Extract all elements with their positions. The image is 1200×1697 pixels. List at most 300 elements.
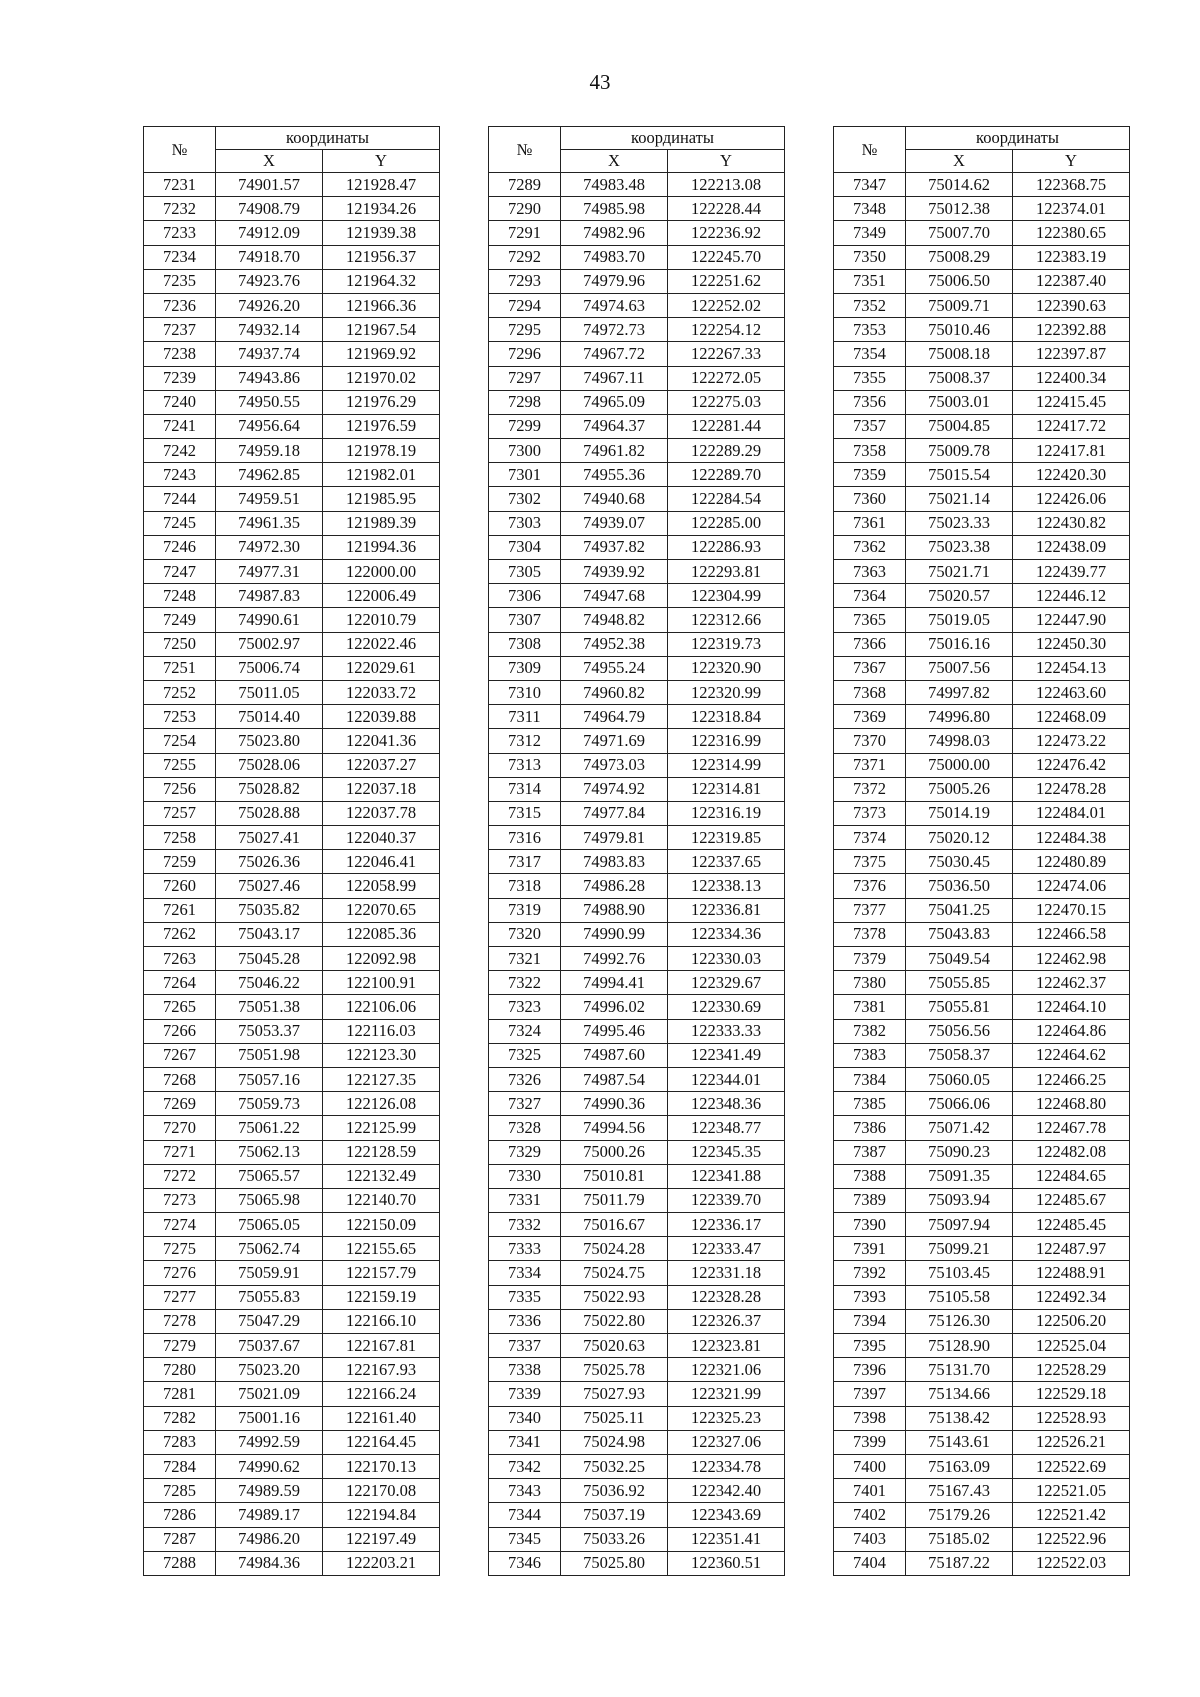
x-coordinate-cell: 75020.57	[906, 584, 1013, 608]
y-coordinate-cell: 122387.40	[1013, 269, 1130, 293]
x-coordinate-cell: 74990.99	[561, 922, 668, 946]
table-row	[489, 922, 785, 946]
point-number-cell: 7398	[834, 1406, 906, 1430]
x-coordinate-cell: 74961.35	[216, 511, 323, 535]
point-number-cell: 7255	[144, 753, 216, 777]
point-number-cell: 7232	[144, 197, 216, 221]
x-coordinate-cell: 75049.54	[906, 947, 1013, 971]
point-number-cell: 7246	[144, 535, 216, 559]
table-row	[834, 995, 1130, 1019]
y-coordinate-cell: 122140.70	[323, 1188, 440, 1212]
x-coordinate-cell: 75002.97	[216, 632, 323, 656]
table-row	[834, 1551, 1130, 1575]
y-coordinate-cell: 122484.38	[1013, 826, 1130, 850]
point-number-cell: 7295	[489, 318, 561, 342]
y-coordinate-cell: 122167.93	[323, 1358, 440, 1382]
table-row	[834, 1285, 1130, 1309]
y-coordinate-cell: 122236.92	[668, 221, 785, 245]
x-coordinate-cell: 75062.13	[216, 1140, 323, 1164]
x-coordinate-cell: 74989.17	[216, 1503, 323, 1527]
x-coordinate-cell: 75163.09	[906, 1454, 1013, 1478]
point-number-cell: 7377	[834, 898, 906, 922]
x-coordinate-cell: 75006.50	[906, 269, 1013, 293]
x-coordinate-cell: 74974.63	[561, 293, 668, 317]
y-coordinate-cell: 122484.01	[1013, 801, 1130, 825]
table-row	[489, 608, 785, 632]
x-coordinate-cell: 75097.94	[906, 1213, 1013, 1237]
point-number-cell: 7297	[489, 366, 561, 390]
x-coordinate-cell: 75020.12	[906, 826, 1013, 850]
table-row	[834, 1309, 1130, 1333]
x-coordinate-cell: 75090.23	[906, 1140, 1013, 1164]
y-coordinate-cell: 121966.36	[323, 293, 440, 317]
table-row	[834, 318, 1130, 342]
point-number-cell: 7330	[489, 1164, 561, 1188]
x-coordinate-cell: 74964.37	[561, 414, 668, 438]
point-number-cell: 7349	[834, 221, 906, 245]
point-number-cell: 7306	[489, 584, 561, 608]
y-coordinate-cell: 122116.03	[323, 1019, 440, 1043]
y-coordinate-cell: 122318.84	[668, 705, 785, 729]
y-coordinate-cell: 122462.98	[1013, 947, 1130, 971]
point-number-cell: 7397	[834, 1382, 906, 1406]
x-coordinate-cell: 75023.20	[216, 1358, 323, 1382]
x-coordinate-cell: 75036.92	[561, 1479, 668, 1503]
point-number-cell: 7244	[144, 487, 216, 511]
table-row	[834, 898, 1130, 922]
y-coordinate-cell: 122368.75	[1013, 173, 1130, 197]
y-coordinate-cell: 122522.69	[1013, 1454, 1130, 1478]
table-row	[489, 1334, 785, 1358]
table-row	[144, 1382, 440, 1406]
point-number-cell: 7303	[489, 511, 561, 535]
y-coordinate-cell: 122289.29	[668, 439, 785, 463]
table-row	[144, 850, 440, 874]
y-coordinate-cell: 122439.77	[1013, 560, 1130, 584]
table-row	[834, 1140, 1130, 1164]
point-number-cell: 7302	[489, 487, 561, 511]
point-number-cell: 7293	[489, 269, 561, 293]
point-number-cell: 7335	[489, 1285, 561, 1309]
y-coordinate-cell: 122132.49	[323, 1164, 440, 1188]
point-number-cell: 7300	[489, 439, 561, 463]
y-coordinate-cell: 122345.35	[668, 1140, 785, 1164]
y-coordinate-cell: 122480.89	[1013, 850, 1130, 874]
y-coordinate-cell: 122467.78	[1013, 1116, 1130, 1140]
x-coordinate-cell: 74983.70	[561, 245, 668, 269]
x-coordinate-cell: 75043.17	[216, 922, 323, 946]
table-row	[489, 269, 785, 293]
point-number-cell: 7382	[834, 1019, 906, 1043]
point-number-cell: 7287	[144, 1527, 216, 1551]
y-coordinate-cell: 122482.08	[1013, 1140, 1130, 1164]
table-row	[144, 826, 440, 850]
point-number-cell: 7312	[489, 729, 561, 753]
y-coordinate-cell: 122360.51	[668, 1551, 785, 1575]
x-coordinate-cell: 75041.25	[906, 898, 1013, 922]
table-row	[489, 390, 785, 414]
table-row	[834, 1116, 1130, 1140]
table-row	[834, 1382, 1130, 1406]
y-coordinate-cell: 121976.29	[323, 390, 440, 414]
x-coordinate-cell: 74996.02	[561, 995, 668, 1019]
x-coordinate-cell: 74992.76	[561, 947, 668, 971]
y-coordinate-cell: 122197.49	[323, 1527, 440, 1551]
table-body	[144, 173, 440, 1576]
y-coordinate-cell: 121964.32	[323, 269, 440, 293]
y-coordinate-cell: 122254.12	[668, 318, 785, 342]
x-coordinate-cell: 74998.03	[906, 729, 1013, 753]
y-coordinate-cell: 122316.99	[668, 729, 785, 753]
x-coordinate-cell: 75043.83	[906, 922, 1013, 946]
y-coordinate-cell: 122526.21	[1013, 1430, 1130, 1454]
table-row	[489, 1019, 785, 1043]
table-row	[834, 1527, 1130, 1551]
y-coordinate-cell: 122466.25	[1013, 1067, 1130, 1091]
x-coordinate-cell: 74937.82	[561, 535, 668, 559]
table-row	[489, 1188, 785, 1212]
x-coordinate-cell: 74950.55	[216, 390, 323, 414]
y-coordinate-cell: 122522.96	[1013, 1527, 1130, 1551]
y-coordinate-cell: 122400.34	[1013, 366, 1130, 390]
x-coordinate-cell: 75021.71	[906, 560, 1013, 584]
table-row	[489, 1116, 785, 1140]
y-coordinate-cell: 122334.78	[668, 1454, 785, 1478]
point-number-cell: 7401	[834, 1479, 906, 1503]
table-row	[834, 245, 1130, 269]
table-row	[489, 1092, 785, 1116]
point-number-cell: 7262	[144, 922, 216, 946]
y-coordinate-cell: 122321.06	[668, 1358, 785, 1382]
point-number-cell: 7388	[834, 1164, 906, 1188]
table-row	[489, 1503, 785, 1527]
y-coordinate-cell: 122528.93	[1013, 1406, 1130, 1430]
table-row	[144, 1430, 440, 1454]
x-coordinate-cell: 75053.37	[216, 1019, 323, 1043]
x-coordinate-cell: 74995.46	[561, 1019, 668, 1043]
y-coordinate-cell: 122468.09	[1013, 705, 1130, 729]
point-number-cell: 7274	[144, 1213, 216, 1237]
point-number-cell: 7269	[144, 1092, 216, 1116]
table-row	[144, 1551, 440, 1575]
table-row	[834, 1043, 1130, 1067]
y-coordinate-cell: 122320.90	[668, 656, 785, 680]
x-coordinate-cell: 75008.18	[906, 342, 1013, 366]
y-coordinate-cell: 122468.80	[1013, 1092, 1130, 1116]
point-number-cell: 7345	[489, 1527, 561, 1551]
table-row	[144, 656, 440, 680]
y-coordinate-cell: 121967.54	[323, 318, 440, 342]
y-coordinate-cell: 122484.65	[1013, 1164, 1130, 1188]
x-coordinate-cell: 75016.16	[906, 632, 1013, 656]
table-row	[834, 777, 1130, 801]
point-number-cell: 7251	[144, 656, 216, 680]
y-coordinate-cell: 122046.41	[323, 850, 440, 874]
point-number-cell: 7235	[144, 269, 216, 293]
x-coordinate-cell: 75024.75	[561, 1261, 668, 1285]
table-row	[144, 439, 440, 463]
point-number-cell: 7237	[144, 318, 216, 342]
y-coordinate-cell: 122476.42	[1013, 753, 1130, 777]
x-coordinate-cell: 75015.54	[906, 463, 1013, 487]
table-row	[489, 487, 785, 511]
table-row	[144, 1406, 440, 1430]
point-number-cell: 7309	[489, 656, 561, 680]
y-coordinate-cell: 122333.33	[668, 1019, 785, 1043]
table-row	[834, 584, 1130, 608]
y-coordinate-cell: 122338.13	[668, 874, 785, 898]
table-row	[489, 777, 785, 801]
x-coordinate-cell: 75143.61	[906, 1430, 1013, 1454]
y-coordinate-cell: 122267.33	[668, 342, 785, 366]
x-coordinate-cell: 74960.82	[561, 680, 668, 704]
point-number-cell: 7323	[489, 995, 561, 1019]
x-coordinate-cell: 74992.59	[216, 1430, 323, 1454]
y-coordinate-cell: 122380.65	[1013, 221, 1130, 245]
y-coordinate-cell: 122344.01	[668, 1067, 785, 1091]
x-coordinate-cell: 74985.98	[561, 197, 668, 221]
x-coordinate-cell: 75056.56	[906, 1019, 1013, 1043]
x-coordinate-cell: 75026.36	[216, 850, 323, 874]
y-coordinate-cell: 122006.49	[323, 584, 440, 608]
y-coordinate-cell: 122383.19	[1013, 245, 1130, 269]
x-coordinate-cell: 74939.07	[561, 511, 668, 535]
y-coordinate-cell: 122426.06	[1013, 487, 1130, 511]
table-row	[144, 197, 440, 221]
point-number-cell: 7383	[834, 1043, 906, 1067]
y-coordinate-cell: 122463.60	[1013, 680, 1130, 704]
point-number-cell: 7384	[834, 1067, 906, 1091]
y-coordinate-cell: 122321.99	[668, 1382, 785, 1406]
table-row	[834, 850, 1130, 874]
x-coordinate-cell: 75071.42	[906, 1116, 1013, 1140]
point-number-cell: 7346	[489, 1551, 561, 1575]
x-coordinate-cell: 75025.78	[561, 1358, 668, 1382]
table-row	[144, 1067, 440, 1091]
table-row	[834, 801, 1130, 825]
point-number-cell: 7344	[489, 1503, 561, 1527]
y-coordinate-cell: 122415.45	[1013, 390, 1130, 414]
table-row	[144, 366, 440, 390]
x-coordinate-cell: 75011.79	[561, 1188, 668, 1212]
header-x: X	[906, 150, 1013, 173]
point-number-cell: 7370	[834, 729, 906, 753]
x-coordinate-cell: 75037.67	[216, 1334, 323, 1358]
y-coordinate-cell: 122164.45	[323, 1430, 440, 1454]
y-coordinate-cell: 122314.99	[668, 753, 785, 777]
y-coordinate-cell: 122485.45	[1013, 1213, 1130, 1237]
y-coordinate-cell: 122033.72	[323, 680, 440, 704]
x-coordinate-cell: 75020.63	[561, 1334, 668, 1358]
table-row	[144, 1261, 440, 1285]
x-coordinate-cell: 75066.06	[906, 1092, 1013, 1116]
y-coordinate-cell: 122312.66	[668, 608, 785, 632]
table-row	[144, 1043, 440, 1067]
table-row	[489, 1454, 785, 1478]
x-coordinate-cell: 74901.57	[216, 173, 323, 197]
x-coordinate-cell: 74959.51	[216, 487, 323, 511]
y-coordinate-cell: 121985.95	[323, 487, 440, 511]
y-coordinate-cell: 122529.18	[1013, 1382, 1130, 1406]
point-number-cell: 7387	[834, 1140, 906, 1164]
point-number-cell: 7334	[489, 1261, 561, 1285]
point-number-cell: 7393	[834, 1285, 906, 1309]
x-coordinate-cell: 75032.25	[561, 1454, 668, 1478]
point-number-cell: 7252	[144, 680, 216, 704]
point-number-cell: 7267	[144, 1043, 216, 1067]
table-row	[144, 777, 440, 801]
table-row	[144, 1285, 440, 1309]
y-coordinate-cell: 122417.81	[1013, 439, 1130, 463]
x-coordinate-cell: 74926.20	[216, 293, 323, 317]
point-number-cell: 7259	[144, 850, 216, 874]
x-coordinate-cell: 74961.82	[561, 439, 668, 463]
table-row	[144, 632, 440, 656]
point-number-cell: 7290	[489, 197, 561, 221]
table-row	[144, 1479, 440, 1503]
x-coordinate-cell: 75061.22	[216, 1116, 323, 1140]
point-number-cell: 7272	[144, 1164, 216, 1188]
coordinates-table-3	[833, 126, 1130, 1576]
table-row	[144, 1454, 440, 1478]
x-coordinate-cell: 75033.26	[561, 1527, 668, 1551]
table-row	[489, 293, 785, 317]
table-row	[144, 342, 440, 366]
x-coordinate-cell: 74955.24	[561, 656, 668, 680]
x-coordinate-cell: 75051.98	[216, 1043, 323, 1067]
x-coordinate-cell: 75012.38	[906, 197, 1013, 221]
x-coordinate-cell: 75062.74	[216, 1237, 323, 1261]
point-number-cell: 7381	[834, 995, 906, 1019]
y-coordinate-cell: 122392.88	[1013, 318, 1130, 342]
y-coordinate-cell: 122521.05	[1013, 1479, 1130, 1503]
x-coordinate-cell: 75093.94	[906, 1188, 1013, 1212]
table-row	[144, 947, 440, 971]
x-coordinate-cell: 74986.20	[216, 1527, 323, 1551]
table-row	[144, 753, 440, 777]
point-number-cell: 7369	[834, 705, 906, 729]
x-coordinate-cell: 75099.21	[906, 1237, 1013, 1261]
table-row	[834, 1188, 1130, 1212]
point-number-cell: 7360	[834, 487, 906, 511]
point-number-cell: 7319	[489, 898, 561, 922]
point-number-cell: 7352	[834, 293, 906, 317]
table-row	[834, 1092, 1130, 1116]
table-row	[489, 1213, 785, 1237]
y-coordinate-cell: 121970.02	[323, 366, 440, 390]
table-row	[489, 729, 785, 753]
y-coordinate-cell: 122464.62	[1013, 1043, 1130, 1067]
y-coordinate-cell: 122528.29	[1013, 1358, 1130, 1382]
x-coordinate-cell: 75007.56	[906, 656, 1013, 680]
y-coordinate-cell: 122417.72	[1013, 414, 1130, 438]
table-row	[834, 197, 1130, 221]
point-number-cell: 7373	[834, 801, 906, 825]
point-number-cell: 7333	[489, 1237, 561, 1261]
table-row	[834, 1334, 1130, 1358]
y-coordinate-cell: 121989.39	[323, 511, 440, 535]
point-number-cell: 7250	[144, 632, 216, 656]
table-row	[834, 366, 1130, 390]
y-coordinate-cell: 121939.38	[323, 221, 440, 245]
x-coordinate-cell: 74994.56	[561, 1116, 668, 1140]
y-coordinate-cell: 122478.28	[1013, 777, 1130, 801]
x-coordinate-cell: 75010.46	[906, 318, 1013, 342]
y-coordinate-cell: 121976.59	[323, 414, 440, 438]
y-coordinate-cell: 122213.08	[668, 173, 785, 197]
point-number-cell: 7278	[144, 1309, 216, 1333]
table-row	[489, 705, 785, 729]
x-coordinate-cell: 75091.35	[906, 1164, 1013, 1188]
table-row	[834, 922, 1130, 946]
table-row	[489, 439, 785, 463]
table-row	[144, 463, 440, 487]
y-coordinate-cell: 122293.81	[668, 560, 785, 584]
y-coordinate-cell: 122454.13	[1013, 656, 1130, 680]
y-coordinate-cell: 122319.85	[668, 826, 785, 850]
table-row	[489, 245, 785, 269]
coordinates-table-2	[488, 126, 785, 1576]
table-row	[834, 971, 1130, 995]
x-coordinate-cell: 75023.80	[216, 729, 323, 753]
table-row	[834, 1067, 1130, 1091]
table-row	[834, 221, 1130, 245]
point-number-cell: 7326	[489, 1067, 561, 1091]
point-number-cell: 7340	[489, 1406, 561, 1430]
y-coordinate-cell: 122397.87	[1013, 342, 1130, 366]
table-row	[489, 463, 785, 487]
y-coordinate-cell: 122348.36	[668, 1092, 785, 1116]
x-coordinate-cell: 75065.57	[216, 1164, 323, 1188]
y-coordinate-cell: 122525.04	[1013, 1334, 1130, 1358]
table-body	[489, 173, 785, 1576]
x-coordinate-cell: 74984.36	[216, 1551, 323, 1575]
point-number-cell: 7374	[834, 826, 906, 850]
point-number-cell: 7311	[489, 705, 561, 729]
x-coordinate-cell: 75010.81	[561, 1164, 668, 1188]
y-coordinate-cell: 122462.37	[1013, 971, 1130, 995]
table-row	[489, 1382, 785, 1406]
x-coordinate-cell: 74987.54	[561, 1067, 668, 1091]
table-row	[834, 1454, 1130, 1478]
point-number-cell: 7348	[834, 197, 906, 221]
table-row	[144, 269, 440, 293]
table-row	[834, 1406, 1130, 1430]
table-row	[144, 1092, 440, 1116]
point-number-cell: 7260	[144, 874, 216, 898]
x-coordinate-cell: 74912.09	[216, 221, 323, 245]
point-number-cell: 7292	[489, 245, 561, 269]
point-number-cell: 7378	[834, 922, 906, 946]
point-number-cell: 7389	[834, 1188, 906, 1212]
table-row	[489, 1309, 785, 1333]
x-coordinate-cell: 75008.37	[906, 366, 1013, 390]
table-row	[834, 342, 1130, 366]
x-coordinate-cell: 75006.74	[216, 656, 323, 680]
y-coordinate-cell: 122450.30	[1013, 632, 1130, 656]
x-coordinate-cell: 74952.38	[561, 632, 668, 656]
x-coordinate-cell: 74983.83	[561, 850, 668, 874]
table-row	[834, 463, 1130, 487]
x-coordinate-cell: 75167.43	[906, 1479, 1013, 1503]
x-coordinate-cell: 75027.46	[216, 874, 323, 898]
point-number-cell: 7257	[144, 801, 216, 825]
y-coordinate-cell: 122245.70	[668, 245, 785, 269]
point-number-cell: 7403	[834, 1527, 906, 1551]
x-coordinate-cell: 74940.68	[561, 487, 668, 511]
x-coordinate-cell: 75134.66	[906, 1382, 1013, 1406]
x-coordinate-cell: 75059.91	[216, 1261, 323, 1285]
